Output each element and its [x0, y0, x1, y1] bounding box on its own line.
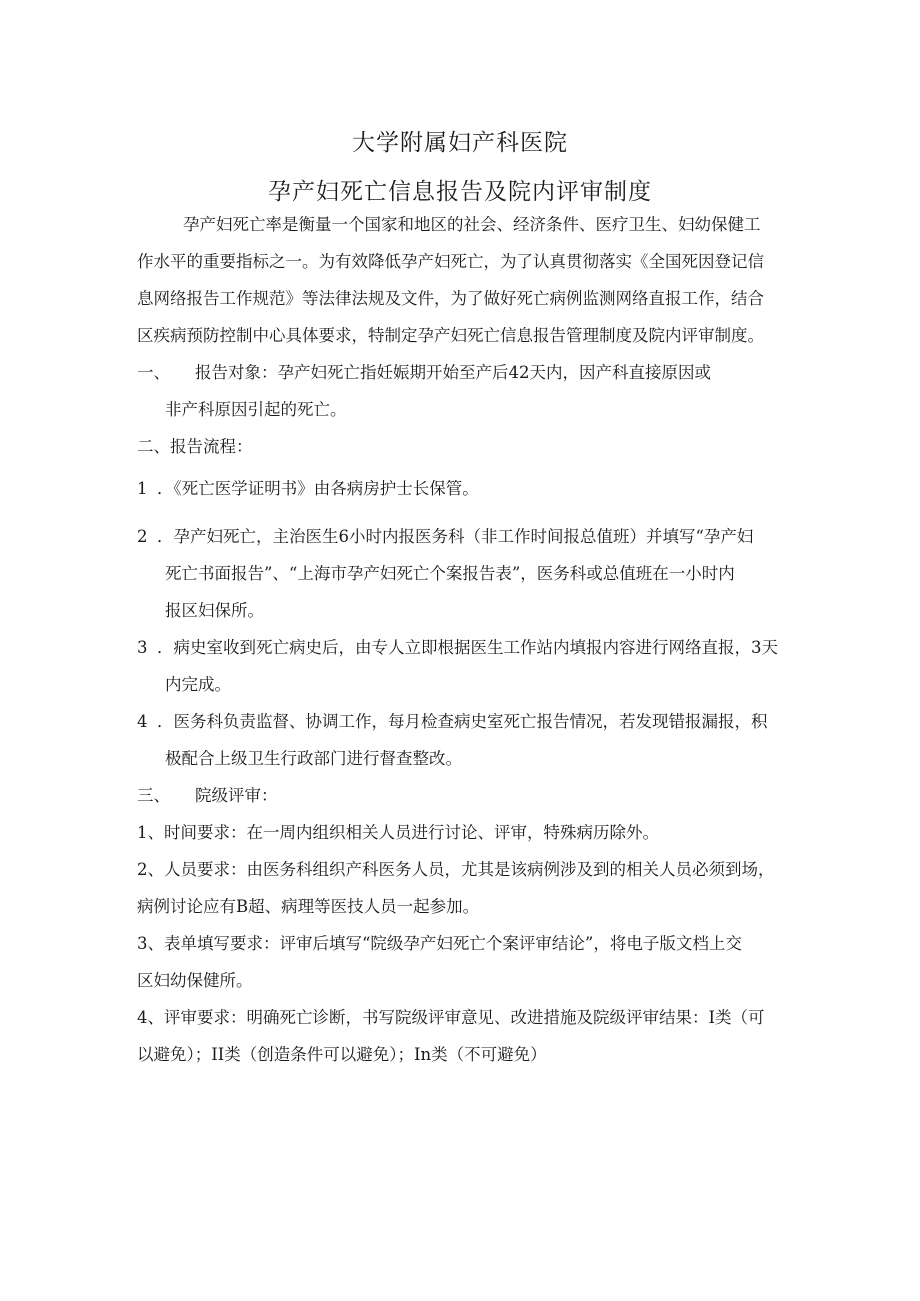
- section-1-number: 一、: [137, 363, 170, 382]
- intro-line: 息网络报告工作规范》等法律法规及文件，为了做好死亡病例监测网络直报工作，结合: [137, 289, 764, 308]
- intro-line: 孕产妇死亡率是衡量一个国家和地区的社会、经济条件、医疗卫生、妇幼保健工: [183, 215, 761, 234]
- review-item-4-continuation: 以避免）；II类（创造条件可以避免）；In类（不可避免）: [137, 1045, 547, 1064]
- item-number: 3: [137, 638, 148, 657]
- section-1-text: 报告对象：孕产妇死亡指妊娠期开始至产后42天内，因产科直接原因或: [195, 363, 711, 382]
- review-item-3: 3、表单填写要求：评审后填写“院级孕产妇死亡个案评审结论”，将电子版文档上交: [137, 934, 742, 953]
- report-item-2-continuation: 死亡书面报告”、“上海市孕产妇死亡个案报告表”，医务科或总值班在一小时内: [165, 564, 735, 583]
- report-item-2: [137, 525, 753, 549]
- report-item-4-continuation: 极配合上级卫生行政部门进行督查整改。: [165, 749, 462, 768]
- item-text: ．医务科负责监督、协调工作，每月检查病史室死亡报告情况，若发现错报漏报，积: [157, 712, 768, 731]
- item-number: 2: [137, 527, 148, 546]
- report-item-2-continuation: 报区妇保所。: [165, 601, 264, 620]
- document-subtitle: 孕产妇死亡信息报告及院内评审制度: [268, 179, 652, 205]
- intro-line: 作水平的重要指标之一。为有效降低孕产妇死亡，为了认真贯彻落实《全国死因登记信: [137, 252, 764, 271]
- item-number: 4: [137, 712, 148, 731]
- section-1-first-line: [137, 361, 711, 385]
- section-3-heading: [137, 784, 278, 808]
- item-text: ．孕产妇死亡，主治医生6小时内报医务科（非工作时间报总值班）并填写“孕产妇: [157, 527, 754, 546]
- item-text: ．病史室收到死亡病史后，由专人立即根据医生工作站内填报内容进行网络直报，3天: [157, 638, 778, 657]
- section-2-heading: 二、报告流程：: [137, 437, 253, 456]
- report-item-3-continuation: 内完成。: [165, 675, 231, 694]
- report-item-1: [137, 477, 479, 501]
- section-1-continuation: 非产科原因引起的死亡。: [165, 400, 347, 419]
- item-text: ．《死亡医学证明书》由各病房护士长保管。: [157, 479, 479, 498]
- review-item-2-continuation: 病例讨论应有B超、病理等医技人员一起参加。: [137, 897, 480, 916]
- review-item-3-continuation: 区妇幼保健所。: [137, 971, 253, 990]
- item-number: 1: [137, 479, 148, 498]
- report-item-4: [137, 710, 768, 734]
- intro-line: 区疾病预防控制中心具体要求，特制定孕产妇死亡信息报告管理制度及院内评审制度。: [137, 326, 764, 345]
- review-item-4: 4、评审要求：明确死亡诊断，书写院级评审意见、改进措施及院级评审结果：I类（可: [137, 1008, 765, 1027]
- hospital-title: 大学附属妇产科医院: [352, 130, 568, 156]
- section-3-title: 院级评审：: [195, 786, 278, 805]
- review-item-2: 2、人员要求：由医务科组织产科医务人员，尤其是该病例涉及到的相关人员必须到场，: [137, 860, 775, 879]
- section-3-number: 三、: [137, 786, 170, 805]
- review-item-1: 1、时间要求：在一周内组织相关人员进行讨论、评审，特殊病历除外。: [137, 823, 659, 842]
- report-item-3: [137, 636, 778, 660]
